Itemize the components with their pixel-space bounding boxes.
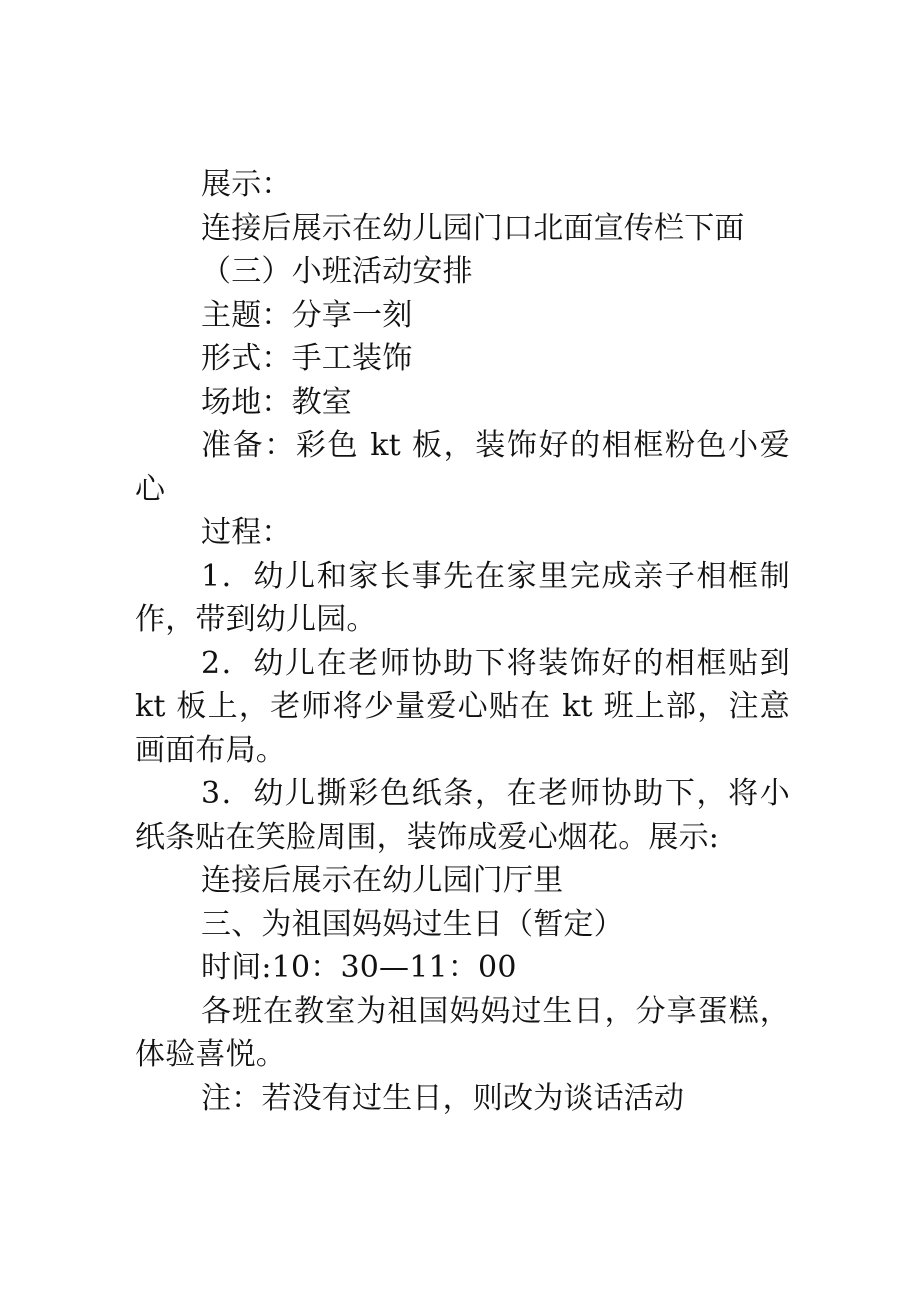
paragraph-display-location-hall: 连接后展示在幼儿园门厅里 xyxy=(201,863,564,898)
paragraph-venue: 场地：教室 xyxy=(201,384,352,420)
paragraph-display-location-gate: 连接后展示在幼儿园门口北面宣传栏下面 xyxy=(201,210,745,246)
paragraph-step-3: 3．幼儿撕彩色纸条，在老师协助下，将小纸条贴在笑脸周围，装饰成爱心烟花。展示: xyxy=(135,776,790,855)
paragraph-step-1: 1．幼儿和家长事先在家里完成亲子相框制作，带到幼儿园。 xyxy=(135,558,790,637)
paragraph-preparation: 准备：彩色 kt 板，装饰好的相框粉色小爱心 xyxy=(135,428,790,507)
section-heading-birthday: 三、为祖国妈妈过生日（暂定） xyxy=(201,906,624,942)
document-body xyxy=(135,163,790,1120)
paragraph-note: 注：若没有过生日，则改为谈话活动 xyxy=(201,1080,685,1116)
paragraph-process-label: 过程： xyxy=(201,515,292,550)
paragraph-time: 时间:10：30—11：00 xyxy=(201,950,517,985)
section-heading-small-class: （三）小班活动安排 xyxy=(201,254,473,289)
paragraph-display-label: 展示： xyxy=(201,167,292,202)
paragraph-theme: 主题：分享一刻 xyxy=(201,297,413,333)
paragraph-birthday-activity: 各班在教室为祖国妈妈过生日，分享蛋糕，体验喜悦。 xyxy=(135,993,790,1072)
paragraph-format: 形式：手工装饰 xyxy=(201,341,413,376)
paragraph-step-2: 2．幼儿在老师协助下将装饰好的相框贴到 kt 板上，老师将少量爱心贴在 kt 班上部，注意画面布局。 xyxy=(135,645,790,768)
